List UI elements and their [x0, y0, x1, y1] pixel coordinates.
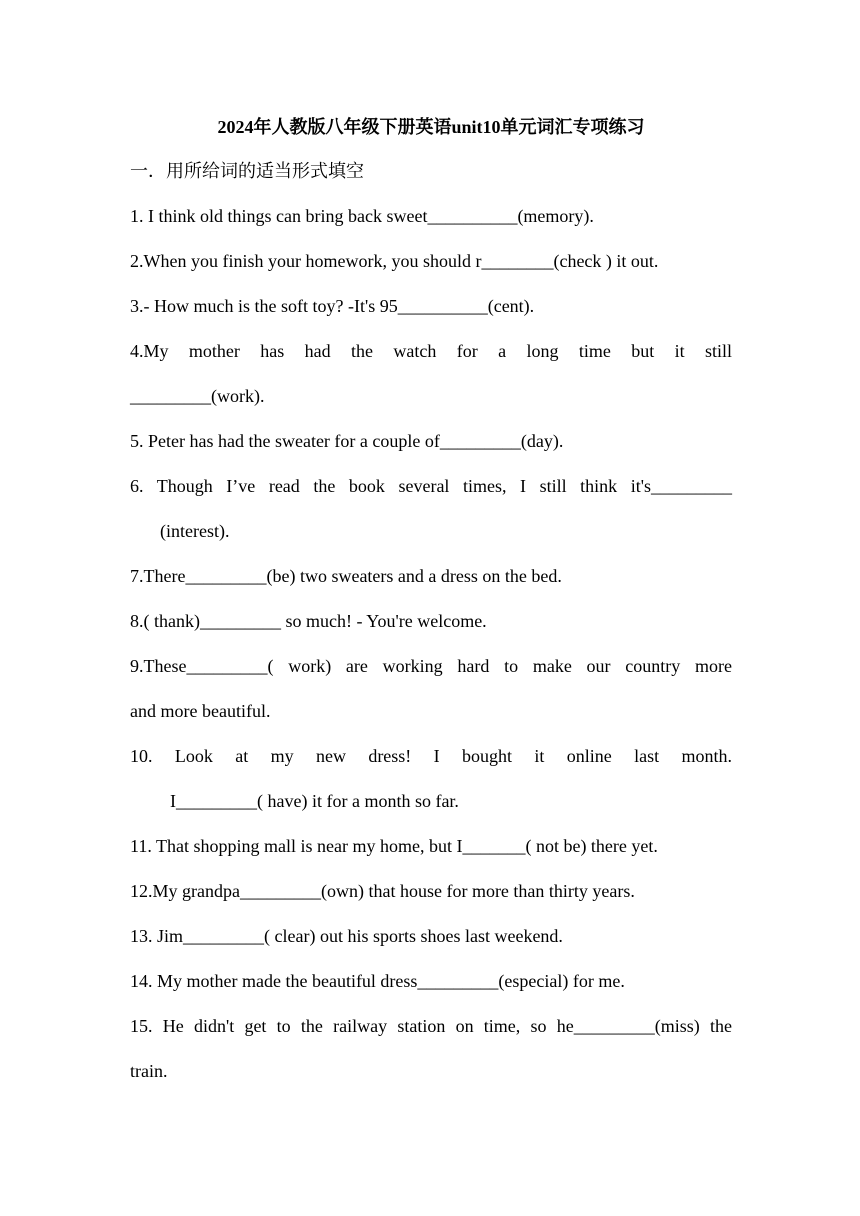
exercise-item-3: [130, 284, 732, 329]
exercise-line: 1. I think old things can bring back sweet__________(memory).: [130, 206, 594, 226]
exercise-item-2: [130, 239, 732, 284]
exercise-line: 6. Though I’ve read the book several times, I still think it's_________: [130, 476, 732, 496]
exercise-line: 14. My mother made the beautiful dress_________(especial) for me.: [130, 971, 625, 991]
exercise-line: 12.My grandpa_________(own) that house for more than thirty years.: [130, 881, 635, 901]
exercise-line: 5. Peter has had the sweater for a couple of_________(day).: [130, 431, 564, 451]
exercise-item-9: [130, 644, 732, 734]
exercise-line-continued: _________(work).: [130, 386, 265, 406]
exercise-line: 11. That shopping mall is near my home, but I_______( not be) there yet.: [130, 836, 658, 856]
exercise-item-8: [130, 599, 732, 644]
document-title: 2024年人教版八年级下册英语unit10单元词汇专项练习: [217, 117, 645, 137]
exercise-item-4: [130, 329, 732, 419]
exercise-line: 2.When you finish your homework, you should r________(check ) it out.: [130, 251, 659, 271]
exercise-item-12: [130, 869, 732, 914]
exercise-line: 8.( thank)_________ so much! - You're welcome.: [130, 611, 487, 631]
exercise-line: 3.- How much is the soft toy? -It's 95__________(cent).: [130, 296, 535, 316]
exercise-item-10: [130, 734, 732, 824]
exercise-item-14: [130, 959, 732, 1004]
exercise-line-continued: (interest).: [160, 521, 230, 541]
section-heading: 一．用所给词的适当形式填空: [130, 161, 364, 181]
exercise-item-6: [130, 464, 732, 554]
exercise-line-continued: train.: [130, 1061, 168, 1081]
exercise-item-15: [130, 1004, 732, 1094]
exercise-line-continued: I_________( have) it for a month so far.: [170, 791, 459, 811]
exercise-line: 10. Look at my new dress! I bought it online last month.: [130, 746, 732, 766]
exercise-list: [130, 194, 732, 1094]
exercise-item-1: [130, 194, 732, 239]
exercise-item-11: [130, 824, 732, 869]
exercise-line: 7.There_________(be) two sweaters and a dress on the bed.: [130, 566, 562, 586]
exercise-line: 4.My mother has had the watch for a long time but it still: [130, 341, 732, 361]
exercise-line-continued: and more beautiful.: [130, 701, 271, 721]
exercise-item-7: [130, 554, 732, 599]
exercise-item-5: [130, 419, 732, 464]
exercise-line: 13. Jim_________( clear) out his sports shoes last weekend.: [130, 926, 563, 946]
exercise-line: 15. He didn't get to the railway station on time, so he_________(miss) the: [130, 1016, 732, 1036]
exercise-item-13: [130, 914, 732, 959]
document-page: [130, 110, 732, 1094]
exercise-line: 9.These_________( work) are working hard to make our country more: [130, 656, 732, 676]
